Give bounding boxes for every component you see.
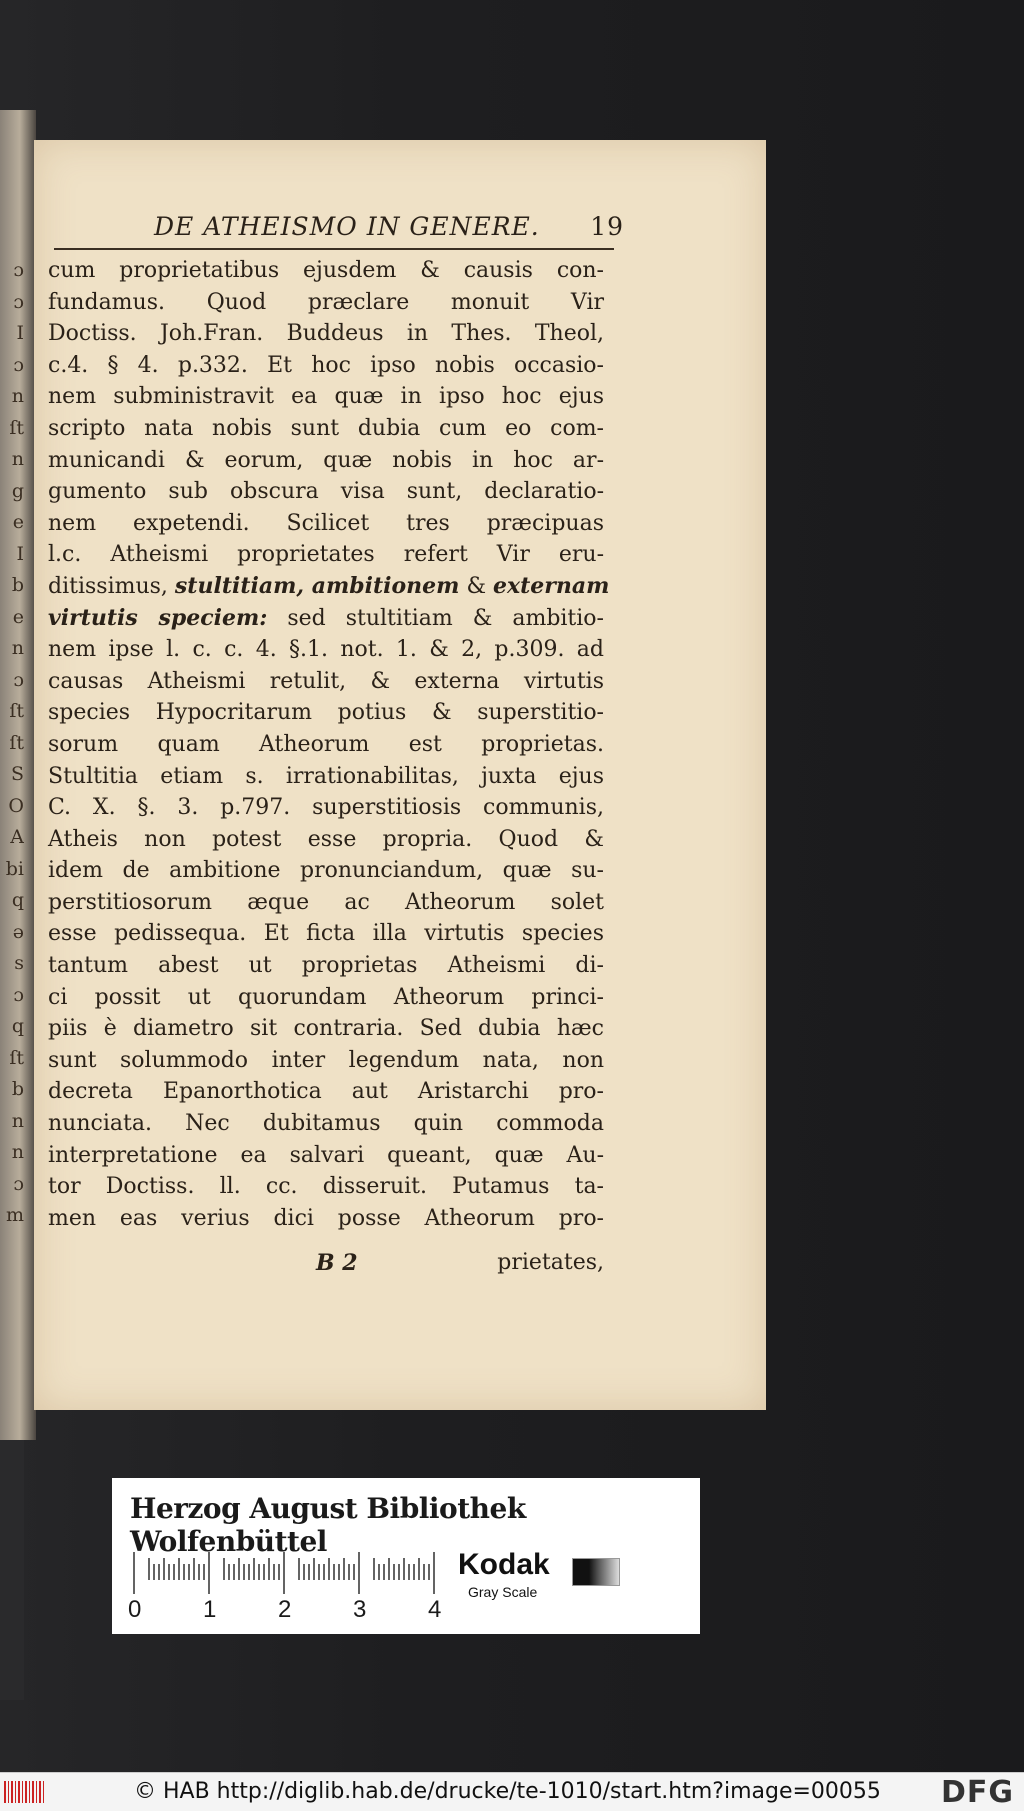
text-segment: esse pedissequa. Et ficta illa virtutis species: [48, 921, 604, 947]
text-segment: ditissimus,: [48, 573, 175, 599]
edge-letter: I: [16, 542, 24, 565]
text-line: [48, 508, 604, 540]
adjacent-page-letters: [0, 255, 24, 1232]
text-segment: nem ipse l. c. c. 4. §.1. not. 1. & 2, p.309. ad: [48, 637, 604, 663]
text-line: [48, 476, 604, 508]
text-segment: idem de ambitione pronunciandum, quæ su-: [48, 858, 604, 884]
text-segment: nem subministravit ea quæ in ipso hoc ejus: [48, 384, 604, 410]
text-segment: species Hypocritarum potius & superstitio-: [48, 700, 604, 726]
ruler-number: 3: [353, 1596, 367, 1623]
page-number: 19: [590, 212, 624, 241]
adjacent-page-shadow: [0, 1440, 24, 1700]
text-line: [48, 1171, 604, 1203]
italic-segment: stultitiam, ambitionem: [174, 572, 460, 599]
edge-letter: g: [11, 479, 24, 502]
edge-letter: m: [5, 1204, 24, 1226]
edge-letter: b: [11, 574, 24, 596]
edge-letter: n: [11, 448, 24, 470]
kodak-logo: Kodak: [458, 1548, 550, 1581]
text-line: [48, 413, 604, 445]
edge-letter: n: [11, 1141, 24, 1163]
text-segment: sunt solummodo inter legendum nata, non: [48, 1047, 604, 1073]
library-color-card: [112, 1478, 700, 1634]
text-line: [48, 255, 604, 287]
text-line: [48, 1013, 604, 1045]
text-line: [48, 918, 604, 950]
text-line: [48, 792, 604, 824]
text-line: [48, 445, 604, 477]
edge-letter: ɔ: [13, 290, 24, 313]
text-line: [48, 761, 604, 793]
edge-letter: O: [8, 794, 24, 817]
head-rule: [54, 248, 614, 250]
book-page: [34, 140, 766, 1410]
text-line: [48, 855, 604, 887]
text-segment: decreta Epanorthotica aut Aristarchi pro-: [48, 1079, 604, 1105]
edge-letter: q: [11, 1015, 24, 1037]
body-text: [48, 255, 610, 1234]
text-segment: gumento sub obscura visa sunt, declaratio-: [48, 479, 604, 505]
text-line: [48, 697, 604, 729]
text-line: [48, 1203, 604, 1235]
text-segment: sorum quam Atheorum est proprietas.: [48, 731, 604, 757]
text-line: [48, 1108, 604, 1140]
hab-barcode-icon: [4, 1781, 46, 1803]
text-line: [48, 318, 604, 350]
text-line: [48, 887, 604, 919]
text-segment: &: [459, 573, 494, 599]
edge-letter: I: [16, 322, 24, 344]
edge-letter: S: [10, 763, 24, 785]
edge-letter: ſt: [9, 731, 24, 754]
text-segment: sed stultitiam & ambitio-: [267, 605, 604, 631]
footer-bar: [0, 1772, 1024, 1811]
edge-letter: A: [10, 826, 24, 848]
edge-letter: ɔ: [13, 1172, 24, 1195]
text-segment: Stultitia etiam s. irrationabilitas, juxta ejus: [48, 763, 604, 789]
text-segment: l.c. Atheismi proprietates refert Vir eru-: [48, 542, 604, 568]
text-line: [48, 381, 604, 413]
text-segment: scripto nata nobis sunt dubia cum eo com-: [48, 415, 604, 441]
edge-letter: e: [12, 511, 24, 533]
footer-url[interactable]: © HAB http://diglib.hab.de/drucke/te-1010/start.htm?image=00055: [134, 1779, 881, 1804]
text-segment: causas Atheismi retulit, & externa virtutis: [48, 668, 604, 694]
text-segment: piis è diametro sit contraria. Sed dubia hæc: [48, 1016, 604, 1042]
edge-letter: b: [11, 1078, 24, 1100]
edge-letter: s: [14, 952, 24, 974]
edge-letter: n: [11, 385, 24, 407]
text-line: [48, 982, 604, 1014]
edge-letter: bi: [5, 857, 24, 880]
edge-letter: n: [11, 637, 24, 659]
text-segment: Atheis non potest esse propria. Quod &: [48, 826, 604, 852]
edge-letter: ſt: [9, 700, 24, 722]
text-line: [48, 634, 604, 666]
text-line: [48, 571, 610, 603]
text-segment: C. X. §. 3. p.797. superstitiosis communis,: [48, 795, 604, 821]
text-segment: ci possit ut quorundam Atheorum princi-: [48, 984, 604, 1010]
text-line: [48, 666, 604, 698]
edge-letter: ſt: [9, 1046, 24, 1069]
text-line: [48, 287, 604, 319]
italic-segment: externam: [493, 572, 610, 599]
italic-segment: virtutis speciem:: [48, 604, 268, 631]
text-segment: tantum abest ut proprietas Atheismi di-: [48, 953, 604, 979]
catchword: prietates,: [497, 1250, 604, 1275]
text-line: [48, 824, 604, 856]
text-segment: nunciata. Nec dubitamus quin commoda: [48, 1111, 604, 1137]
text-segment: nem expetendi. Scilicet tres præcipuas: [48, 510, 604, 536]
edge-letter: ɔ: [13, 983, 24, 1006]
dfg-logo: DFG: [940, 1775, 1014, 1810]
text-line: [48, 950, 604, 982]
edge-letter: ɔ: [13, 259, 24, 281]
text-segment: tor Doctiss. ll. cc. disseruit. Putamus ta-: [48, 1174, 604, 1200]
edge-letter: e: [12, 605, 24, 628]
text-line: [48, 539, 604, 571]
text-segment: perstitiosorum æque ac Atheorum solet: [48, 889, 604, 915]
signature-mark: B 2: [316, 1250, 358, 1276]
ruler-number: 2: [278, 1596, 292, 1623]
text-segment: cum proprietatibus ejusdem & causis con-: [48, 258, 604, 283]
text-line: [48, 603, 604, 635]
text-segment: Doctiss. Joh.Fran. Buddeus in Thes. Theol,: [48, 321, 604, 347]
text-segment: municandi & eorum, quæ nobis in hoc ar-: [48, 447, 604, 473]
text-line: [48, 350, 604, 382]
text-line: [48, 1076, 604, 1108]
text-line: [48, 1140, 604, 1172]
gray-swatch: [572, 1558, 620, 1586]
edge-letter: n: [11, 1109, 24, 1132]
library-name: Herzog August Bibliothek Wolfenbüttel: [130, 1492, 526, 1558]
edge-letter: ſt: [9, 416, 24, 439]
text-segment: fundamus. Quod præclare monuit Vir: [48, 289, 604, 315]
gray-scale-label: Gray Scale: [468, 1584, 538, 1600]
ruler-number: 0: [128, 1596, 142, 1623]
edge-letter: ɔ: [13, 353, 24, 376]
edge-letter: q: [11, 889, 24, 911]
edge-letter: ə: [12, 920, 24, 943]
text-segment: interpretatione ea salvari queant, quæ Au-: [48, 1142, 604, 1168]
text-segment: c.4. § 4. p.332. Et hoc ipso nobis occasio-: [48, 352, 604, 378]
edge-letter: ɔ: [13, 668, 24, 691]
running-head-title: DE ATHEISMO IN GENERE.: [154, 212, 540, 241]
text-line: [48, 729, 604, 761]
ruler-number: 1: [203, 1596, 217, 1623]
text-line: [48, 1045, 604, 1077]
ruler-number: 4: [428, 1596, 442, 1623]
catchword-line: [48, 1250, 604, 1282]
text-segment: men eas verius dici posse Atheorum pro-: [48, 1205, 604, 1231]
